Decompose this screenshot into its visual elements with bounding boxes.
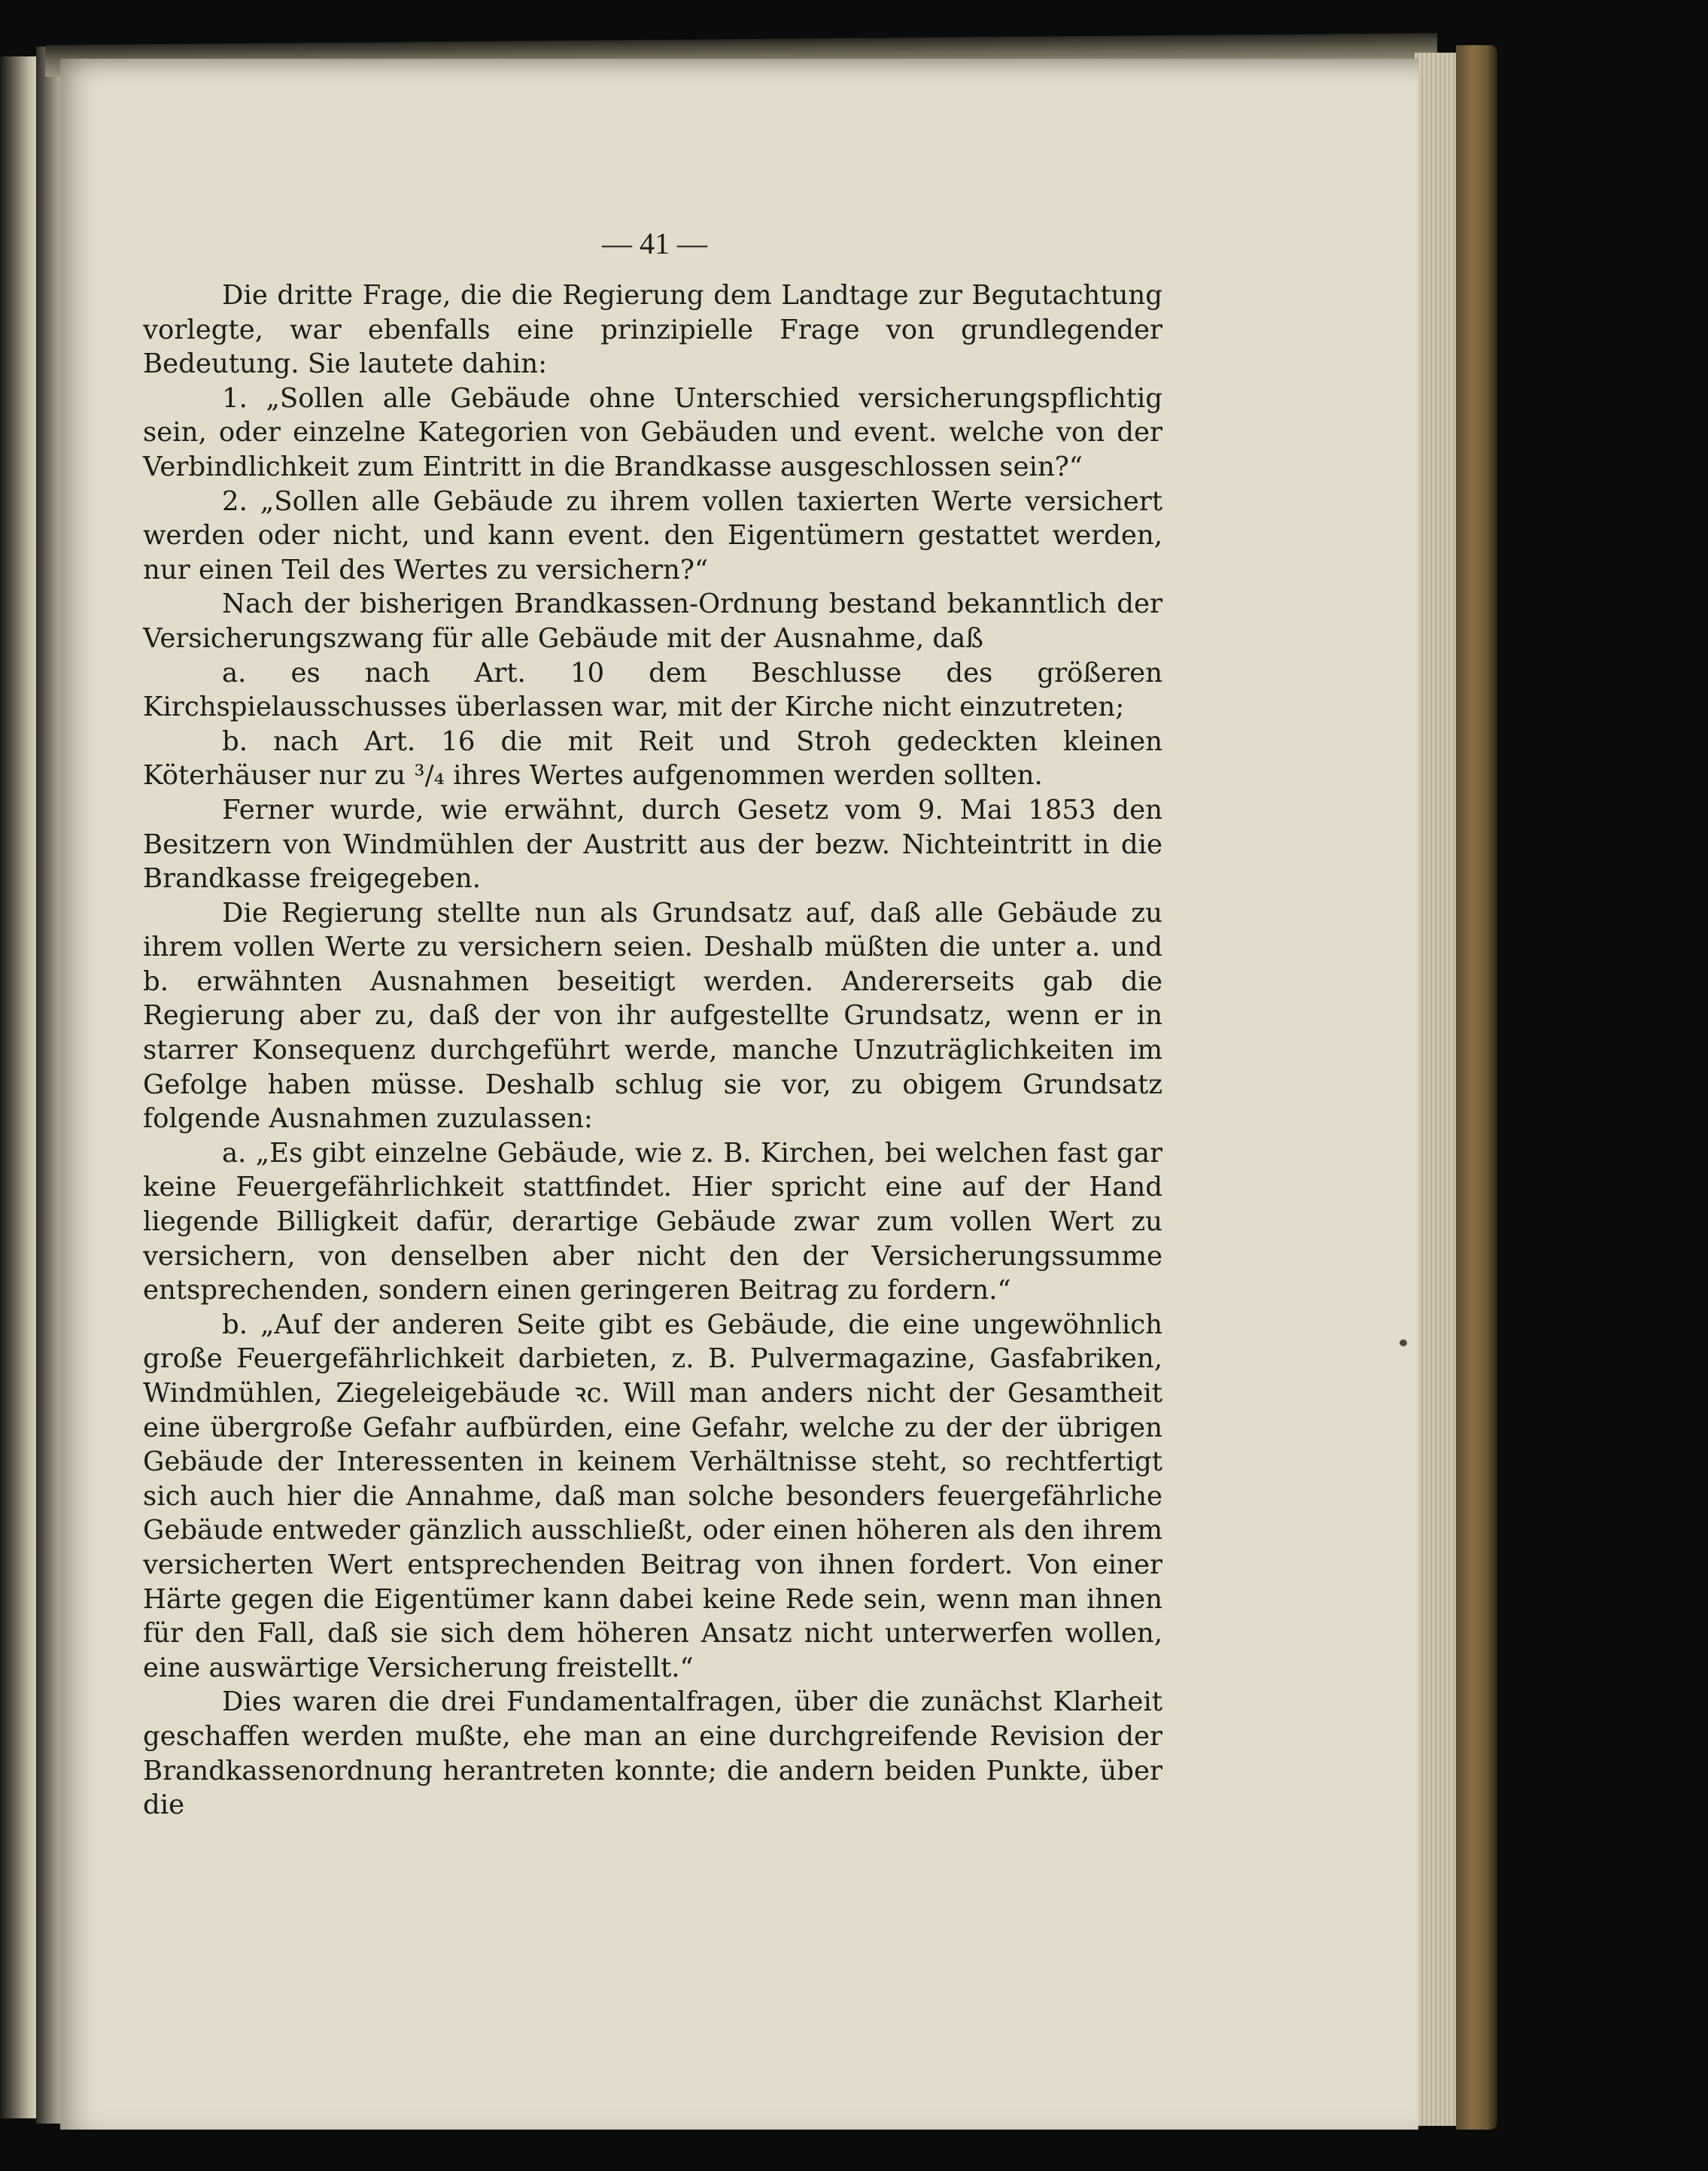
dust-mark: [1400, 1339, 1407, 1346]
page-body: [143, 226, 1162, 1823]
leather-cover: [1456, 45, 1497, 2130]
paragraph: b. „Auf der anderen Seite gibt es Gebäude, die eine ungewöhnlich große Feuergefährlichkeit darbieten, z. B. Pulvermagazine, Gasfabriken, Windmühlen, Ziegeleigebäude ꝛc. Will man anders nicht der Gesamtheit eine übergroße Gefahr aufbürden, eine Gefahr, welche zu der der übrigen Gebäude der Interessenten in keinem Verhältnisse steht, so rechtfertigt sich auch hier die Annahme, daß man solche besonders feuergefährliche Gebäude entweder gänzlich ausschließt, oder einen höheren als den ihrem versicherten Wert entsprechenden Beitrag von ihnen fordert. Von einer Härte gegen die Eigentümer kann dabei keine Rede sein, wenn man ihnen für den Fall, daß sie sich dem höheren Ansatz nicht unterwerfen wollen, eine auswärtige Versicherung freistellt.“: [143, 1309, 1162, 1683]
left-page-edge: [0, 56, 36, 2118]
page-stack-edge: [1415, 53, 1458, 2126]
paragraph: Nach der bisherigen Brandkassen-Ordnung bestand bekanntlich der Versicherungszwang für alle Gebäude mit der Ausnahme, daß: [143, 588, 1162, 654]
paragraph: Die Regierung stellte nun als Grundsatz auf, daß alle Gebäude zu ihrem vollen Werte zu versichern seien. Deshalb müßten die unter a. und b. erwähnten Ausnahmen beseitigt werden. Andererseits gab die Regierung aber zu, daß der von ihr aufgestellte Grundsatz, wenn er in starrer Konsequenz durchgeführt werde, manche Unzuträglichkeiten im Gefolge haben müsse. Deshalb schlug sie vor, zu obigem Grundsatz folgende Ausnahmen zuzulassen:: [143, 897, 1162, 1135]
paragraph: 1. „Sollen alle Gebäude ohne Unterschied versicherungspflichtig sein, oder einzelne Kategorien von Gebäuden und event. welche von der Verbindlichkeit zum Eintritt in die Brandkasse ausgeschlossen sein?“: [143, 382, 1162, 482]
paragraph: Ferner wurde, wie erwähnt, durch Gesetz vom 9. Mai 1853 den Besitzern von Windmühlen der Austritt aus der bezw. Nichteintritt in die Brandkasse freigegeben.: [143, 794, 1162, 895]
paragraph: Dies waren die drei Fundamentalfragen, über die zunächst Klarheit geschaffen werden mußte, ehe man an eine durchgreifende Revision der Brandkassenordnung herantreten konnte; die andern beiden Punkte, über die: [143, 1686, 1162, 1821]
paragraph: b. nach Art. 16 die mit Reit und Stroh gedeckten kleinen Köterhäuser nur zu ³/₄ ihres Wertes aufgenommen werden sollten.: [143, 725, 1162, 792]
paragraph: a. „Es gibt einzelne Gebäude, wie z. B. Kirchen, bei welchen fast gar keine Feuergefährlichkeit stattfindet. Hier spricht eine auf der Hand liegende Billigkeit dafür, derartige Gebäude zwar zum vollen Wert zu versichern, von denselben aber nicht den der Versicherungssumme entsprechenden, sondern einen geringeren Beitrag zu fordern.“: [143, 1137, 1162, 1306]
paragraph: a. es nach Art. 10 dem Beschlusse des größeren Kirchspielausschusses überlassen war, mit der Kirche nicht einzutreten;: [143, 657, 1162, 723]
paragraph: Die dritte Frage, die die Regierung dem Landtage zur Begutachtung vorlegte, war ebenfalls eine prinzipielle Frage von grundlegender Bedeutung. Sie lautete dahin:: [143, 280, 1162, 380]
paragraph: 2. „Sollen alle Gebäude zu ihrem vollen taxierten Werte versichert werden oder nicht, und kann event. den Eigentümern gestattet werden, nur einen Teil des Wertes zu versichern?“: [143, 485, 1162, 585]
page-number: — 41 —: [602, 227, 707, 260]
header-spacer: [143, 226, 1162, 278]
